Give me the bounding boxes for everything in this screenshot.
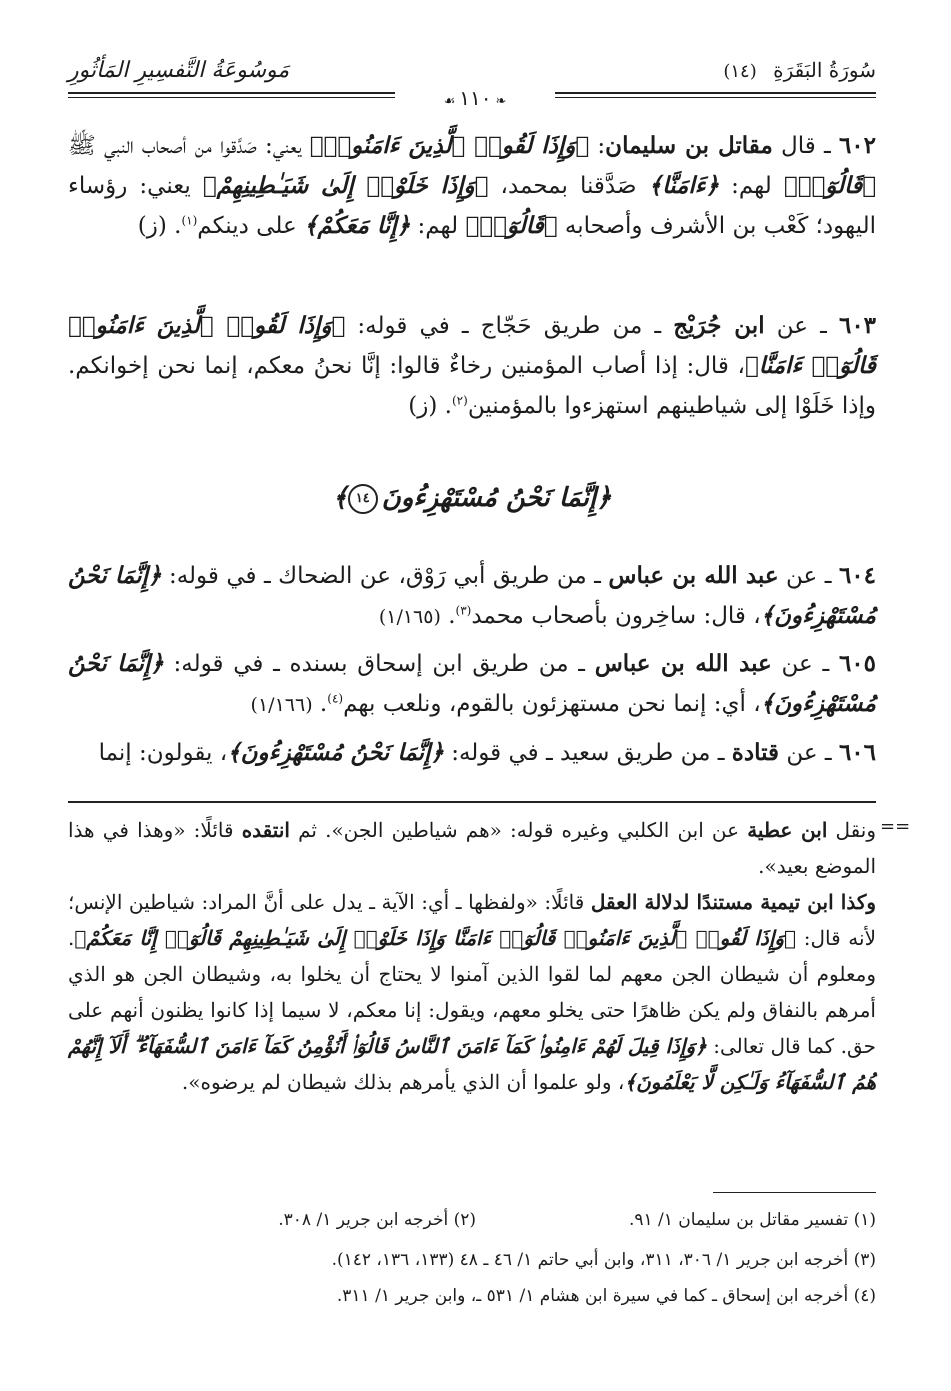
narrator-name: ابن عطية — [747, 818, 828, 842]
ornament-icon: ☙ — [443, 94, 456, 109]
footnote-ref: (٢) — [451, 393, 468, 408]
text-run: ، أي: إنما نحن مستهزئون بالقوم، ونلعب بهم — [343, 691, 761, 717]
verse-text: ﴿إِنَّمَا نَحْنُ مُسْتَهْزِءُونَ — [381, 483, 612, 513]
verse-heading — [68, 483, 876, 514]
narrator-name: مقاتل بن سليمان — [605, 132, 773, 159]
footnote-3: (٣) أخرجه ابن جرير ١/ ٣٠٦، ٣١١، وابن أبي حاتم ١/ ٤٦ ـ ٤٨ (١٣٣، ١٣٦، ١٤٢). — [331, 1250, 876, 1270]
text-run: . (ز) — [408, 393, 452, 419]
footnote-2: (٢) أخرجه ابن جرير ١/ ٣٠٨. — [278, 1210, 476, 1230]
text-run: لهم: — [719, 173, 784, 199]
text-run: ـ من طريق ابن إسحاق بسنده ـ في قوله: — [163, 651, 595, 677]
footnote-ref: (١) — [181, 213, 198, 228]
volume-ref: (١/١٦٦) — [250, 694, 313, 716]
narrator-name: قتادة — [731, 739, 780, 766]
verse-close: ﴾ — [332, 483, 348, 513]
footnote-row — [68, 1208, 876, 1232]
ornament-icon: ❧ — [495, 94, 507, 109]
narration-number: ٦٠٦ — [838, 739, 876, 766]
quran-quote: ﴿وَإِذَا قِيلَ لَهُمْ ءَامِنُوا۟ كَمَآ ءَامَنَ ٱلنَّاسُ قَالُوٓا۟ أَنُؤْمِنُ كَمَآ ءَامَنَ ٱلسُّفَهَآءُ ۗ أَلَآ إِنَّهُمْ هُمُ ٱلسُّفَهَآءُ وَلَـٰكِن لَّا يَعْلَمُونَ﴾ — [68, 1034, 876, 1094]
verse-number-badge: ١٤ — [348, 484, 378, 514]
footnote-ref: (٤) — [327, 691, 344, 706]
text-run: عن ابن الكلبي وغيره قوله: «هم شياطين الجن». ثم — [289, 818, 748, 842]
footnote-4: (٤) أخرجه ابن إسحاق ـ كما في سيرة ابن هشام ١/ ٥٣١ ـ، وابن جرير ١/ ٣١١. — [336, 1286, 876, 1306]
quran-quote: ﴿قَالُوٓا۟﴾ — [783, 172, 876, 199]
text-run: قائلًا: «ولفظها ـ أي: الآية ـ يدل على أنَّ المراد: شياطين الإنس؛ لأنه قال: — [68, 890, 876, 950]
narration-number: ٦٠٣ — [838, 312, 877, 339]
narration-text — [99, 740, 839, 766]
text-run: . — [312, 691, 328, 717]
narration-605 — [68, 644, 876, 725]
narration-number: ٦٠٢ — [838, 132, 877, 159]
page-number — [395, 86, 555, 114]
commentary-text — [68, 818, 876, 878]
text-run: . ومعلوم أن شيطان الجن معهم لما لقوا الذين آمنوا لا يحتاج أن يخلوا به، وشيطان الجن هو الذي أمرهم بالنفاق ولم يكن ظاهرًا حتى يخلو معهم، ويقول: إنا معكم، لا سيما إذا كانوا يظنون أنهم على حق. كما قال تعالى: — [68, 926, 876, 1058]
quran-quote: ﴿إِنَّمَا نَحْنُ مُسْتَهْزِءُونَ﴾ — [68, 562, 876, 629]
text-run: ونقل — [827, 818, 876, 842]
surah-header — [723, 58, 876, 82]
narration-603 — [68, 306, 876, 426]
quran-quote: ﴿وَإِذَا لَقُوا۟ ٱلَّذِينَ ءَامَنُوا۟ قَالُوٓا۟ ءَامَنَّا وَإِذَا خَلَوْا۟ إِلَىٰ شَيَـٰطِينِهِمْ قَالُوٓا۟ إِنَّا مَعَكُمْ﴾ — [74, 926, 797, 950]
narration-text — [68, 651, 876, 717]
footnote-ref: (٣) — [455, 603, 472, 618]
narrator-name: ابن جُرَيْج — [673, 312, 765, 339]
quran-quote: ﴿قَالُوٓا۟﴾ — [465, 212, 558, 239]
quran-quote: ﴿ءَامَنَّا﴾ — [648, 172, 720, 199]
narration-606 — [68, 733, 876, 773]
text-run: ـ عن — [778, 563, 839, 589]
text-run: ـ من طريق سعيد ـ في قوله: — [443, 740, 732, 766]
text-run: على دينكم — [197, 213, 304, 239]
footnote-separator — [713, 1192, 876, 1193]
commentary-text — [68, 890, 876, 1094]
page-number-text: ١١٠ — [459, 86, 492, 110]
narration-number: ٦٠٥ — [838, 650, 876, 677]
running-header — [68, 58, 876, 88]
verse-range: (١٤) — [723, 61, 757, 82]
narrator-name: عبد الله بن عباس — [594, 650, 772, 677]
text-run: ـ من طريق حَجّاج ـ في قوله: — [345, 313, 674, 339]
narration-text — [68, 133, 876, 239]
narration-604 — [68, 556, 876, 637]
narration-602 — [68, 126, 876, 246]
text-run: يعني: رؤساء اليهود؛ كَعْب بن الأشرف وأصحابه — [68, 173, 876, 239]
commentary-paragraph — [68, 812, 876, 884]
surah-name: سُورَةُ البَقَرَةِ — [773, 58, 876, 82]
commentary-paragraph — [68, 884, 876, 1100]
narrator-name: عبد الله بن عباس — [608, 562, 779, 589]
quran-quote: ﴿وَإِذَا لَقُوا۟ ٱلَّذِينَ ءَامَنُوا۟ قَالُوٓا۟ ءَامَنَّا﴾ — [68, 312, 876, 379]
text-run: : — [589, 133, 606, 159]
text-run: ، يقولون: إنما — [98, 740, 228, 766]
quran-quote: ﴿إِنَّمَا نَحْنُ مُسْتَهْزِءُونَ﴾ — [68, 650, 876, 717]
quran-quote: ﴿وَإِذَا لَقُوا۟ ٱلَّذِينَ ءَامَنُوا۟﴾ — [309, 132, 590, 159]
quran-quote: ﴿إِنَّا مَعَكُمْ﴾ — [304, 212, 411, 239]
narration-text — [68, 563, 876, 629]
commentary-separator — [68, 801, 876, 803]
text-run: ـ من طريق أبي رَوْق، عن الضحاك ـ في قوله: — [161, 563, 609, 589]
text-run: لهم: — [410, 213, 466, 239]
text-run: ، قال: ساخِرون بأصحاب محمد — [471, 603, 761, 629]
narrator-name: وكذا ابن تيمية مستندًا لدلالة العقل — [590, 890, 877, 914]
book-title: مَوسُوعَةُ التَّفسِيرِ المَأثُورِ — [68, 58, 290, 83]
narration-number: ٦٠٤ — [838, 562, 876, 589]
text-run: ـ عن — [764, 313, 839, 339]
quran-quote: ﴿إِنَّمَا نَحْنُ مُسْتَهْزِءُونَ﴾ — [227, 739, 444, 766]
footnote-1: (١) تفسير مقاتل بن سليمان ١/ ٩١. — [628, 1210, 876, 1230]
text-run: . (ز) — [137, 213, 182, 239]
text-run: ، ولو علموا أن الذي يأمرهم بذلك شيطان لم يرضوه». — [181, 1070, 625, 1094]
text-run: ، قال: إذا أصاب المؤمنين رخاءٌ قالوا: إنَّا نحنُ معكم، إنما نحن إخوانكم. وإذا خَلَوْا إلى شياطينهم استهزءوا بالمؤمنين — [68, 353, 876, 419]
volume-ref: (١/١٦٥) — [378, 606, 441, 628]
text-run: ـ عن — [771, 651, 839, 677]
narration-text — [68, 313, 876, 419]
quran-quote: ﴿وَإِذَا خَلَوْا۟ إِلَىٰ شَيَـٰطِينِهِمْ﴾ — [202, 172, 489, 199]
text-run: ـ قال — [772, 133, 839, 159]
text-run: صَدَّقنا بمحمد، — [488, 173, 649, 199]
text-run: . — [440, 603, 456, 629]
narrator-name: انتقده — [241, 818, 290, 842]
text-run: ـ عن — [779, 740, 839, 766]
continuation-mark: == — [880, 816, 911, 837]
text-run: يعني: صَدَّقوا من أصحاب النبي ﷺ — [68, 133, 310, 159]
text-run: قائلًا: «وهذا في هذا الموضع بعيد». — [68, 818, 876, 878]
